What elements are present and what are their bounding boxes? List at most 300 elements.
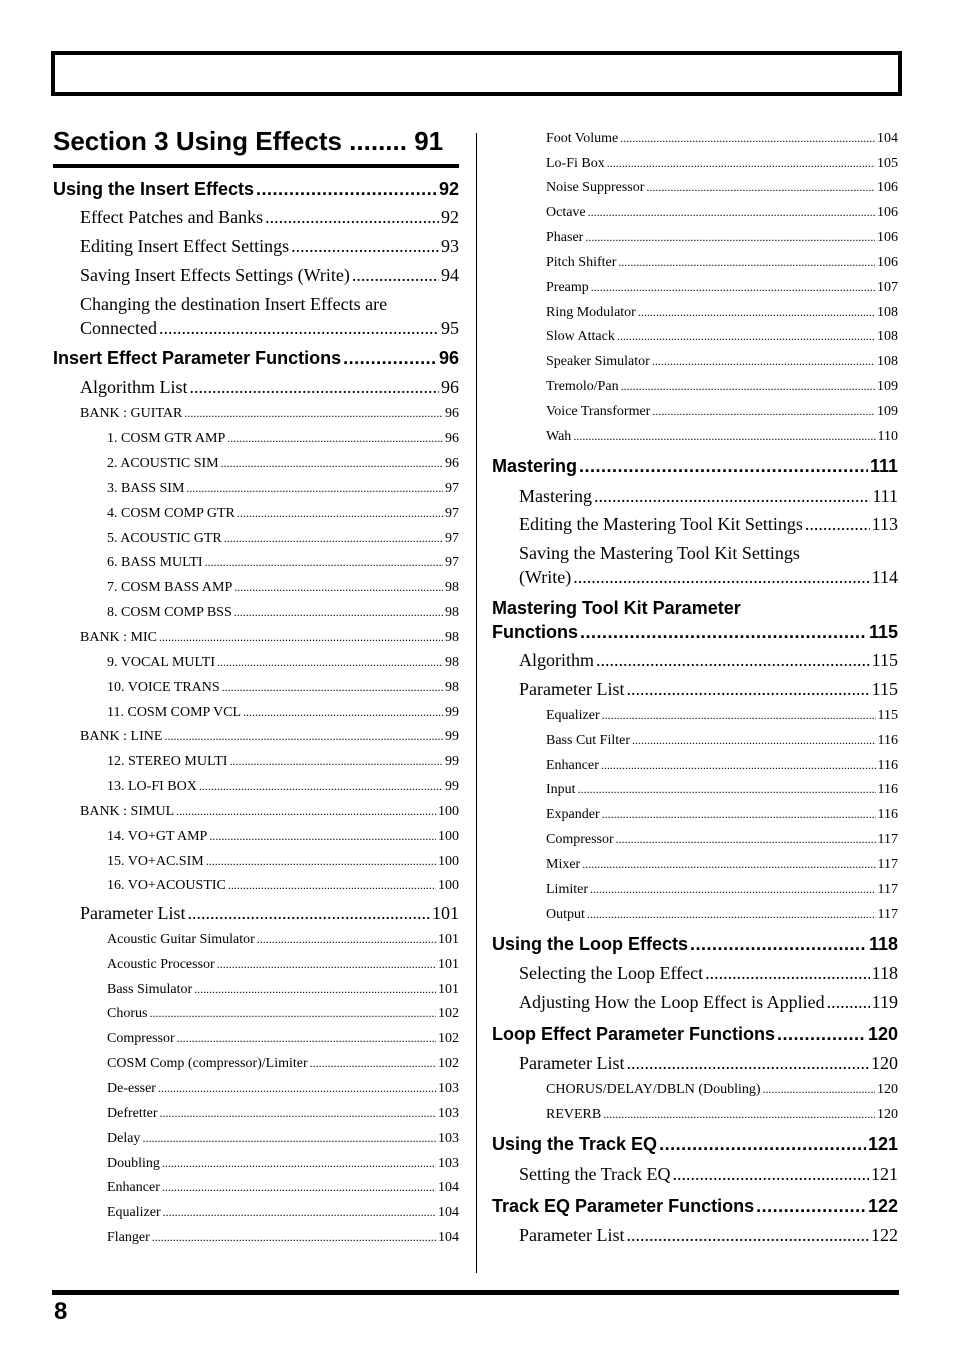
- toc-entry-page: 100: [438, 829, 459, 844]
- toc-entry[interactable]: [107, 1204, 459, 1222]
- toc-entry-title: Acoustic Guitar Simulator: [107, 932, 255, 947]
- dot-leader: [673, 1162, 870, 1186]
- toc-entry[interactable]: [107, 1130, 459, 1148]
- dot-leader: [160, 1104, 436, 1123]
- toc-entry-page: 101: [438, 932, 459, 947]
- toc-entry[interactable]: [546, 229, 898, 247]
- toc-entry[interactable]: [546, 403, 898, 421]
- toc-entry-page: 96: [445, 456, 459, 471]
- toc-entry-title: Changing the destination Insert Effects are: [80, 294, 388, 314]
- toc-entry-title-cont: (Write): [519, 567, 572, 587]
- toc-entry[interactable]: [80, 205, 459, 229]
- dot-leader: [217, 955, 436, 974]
- toc-entry[interactable]: [519, 1223, 898, 1247]
- toc-entry-title: COSM Comp (compressor)/Limiter: [107, 1056, 308, 1071]
- toc-entry-page: 117: [877, 907, 898, 922]
- dot-leader: [652, 352, 875, 371]
- toc-entry-title: Track EQ Parameter Functions: [492, 1196, 755, 1216]
- toc-entry-page: 120: [877, 1107, 898, 1122]
- dot-leader: [194, 980, 436, 999]
- toc-entry-title: Tremolo/Pan: [546, 379, 619, 394]
- toc-entry[interactable]: [519, 1051, 898, 1075]
- toc-entry-title: REVERB: [546, 1107, 602, 1122]
- toc-entry-title: Mastering: [492, 456, 578, 476]
- dot-leader: [602, 805, 876, 824]
- toc-entry-title: Enhancer: [546, 758, 599, 773]
- toc-entry-title: Defretter: [107, 1106, 158, 1121]
- dot-leader: [343, 346, 437, 370]
- toc-entry-page: 102: [438, 1006, 459, 1021]
- toc-entry-page: 113: [871, 514, 898, 534]
- toc-entry-title: Saving Insert Effects Settings (Write): [80, 265, 350, 285]
- toc-entry-page: 103: [438, 1106, 459, 1121]
- toc-entry[interactable]: [53, 346, 459, 370]
- dot-leader: [626, 1223, 869, 1247]
- toc-entry-page: 97: [445, 506, 459, 521]
- dot-leader: [237, 504, 443, 523]
- toc-entry-title: Lo-Fi Box: [546, 156, 605, 171]
- toc-entry-page: 96: [441, 377, 459, 397]
- toc-entry-page: 100: [438, 804, 459, 819]
- toc-entry[interactable]: [546, 179, 898, 197]
- toc-entry[interactable]: [546, 906, 898, 924]
- dot-leader: [573, 427, 875, 446]
- toc-entry-page: 99: [445, 705, 459, 720]
- toc-entry-page: 122: [867, 1196, 898, 1216]
- toc-entry-title: Speaker Simulator: [546, 354, 650, 369]
- toc-entry[interactable]: [80, 728, 459, 746]
- toc-entry-title: Bass Simulator: [107, 982, 193, 997]
- dot-leader: [227, 429, 443, 448]
- toc-entry-page: 97: [445, 481, 459, 496]
- toc-entry-page: 117: [877, 832, 898, 847]
- toc-entry-page: 119: [871, 992, 898, 1012]
- toc-entry[interactable]: [80, 405, 459, 423]
- toc-entry-title: 8. COSM COMP BSS: [107, 605, 232, 620]
- toc-entry-title: BANK : LINE: [80, 729, 163, 744]
- toc-entry[interactable]: [107, 1055, 459, 1073]
- toc-entry-page: 122: [871, 1225, 898, 1245]
- toc-entry-page: 114: [871, 567, 898, 587]
- toc-entry[interactable]: [546, 130, 898, 148]
- toc-entry-title: Expander: [546, 807, 600, 822]
- dot-leader: [573, 565, 869, 589]
- toc-entry-page: 111: [869, 456, 898, 476]
- toc-entry-page: 100: [438, 854, 459, 869]
- toc-entry[interactable]: [519, 961, 898, 985]
- toc-entry-title: 4. COSM COMP GTR: [107, 506, 235, 521]
- dot-leader: [186, 479, 443, 498]
- toc-entry-title: Editing Insert Effect Settings: [80, 236, 290, 256]
- footer-rule: [52, 1290, 899, 1295]
- toc-entry[interactable]: [107, 828, 459, 846]
- dot-leader: [159, 628, 443, 647]
- column-divider: [476, 133, 477, 1273]
- toc-entry-title: Input: [546, 782, 576, 797]
- toc-entry-page: 104: [438, 1180, 459, 1195]
- toc-entry[interactable]: [546, 204, 898, 222]
- dot-leader: [588, 203, 875, 222]
- toc-entry-title: 9. VOCAL MULTI: [107, 655, 215, 670]
- dot-leader: [763, 1080, 875, 1099]
- toc-entry-title: BANK : GUITAR: [80, 406, 183, 421]
- toc-entry-page: 94: [441, 265, 459, 285]
- toc-entry[interactable]: [519, 648, 898, 672]
- toc-entry-title: Editing the Mastering Tool Kit Settings: [519, 514, 803, 534]
- toc-entry-page: 92: [441, 207, 459, 227]
- toc-entry-title: Parameter List: [80, 903, 186, 923]
- dot-leader: [646, 178, 875, 197]
- toc-entry-page: 106: [877, 255, 898, 270]
- toc-entry[interactable]: [546, 781, 898, 799]
- toc-entry[interactable]: [107, 604, 459, 622]
- toc-entry[interactable]: [107, 554, 459, 572]
- header-frame: [51, 51, 902, 96]
- toc-entry[interactable]: [492, 932, 898, 956]
- toc-entry-page: 115: [868, 622, 898, 642]
- dot-leader: [217, 653, 443, 672]
- toc-entry[interactable]: [80, 263, 459, 287]
- toc-entry-title: 7. COSM BASS AMP: [107, 580, 233, 595]
- toc-entry-title: Using the Track EQ: [492, 1134, 658, 1154]
- toc-entry-page: 101: [438, 982, 459, 997]
- toc-entry-title: 16. VO+ACOUSTIC: [107, 878, 226, 893]
- toc-entry[interactable]: [107, 679, 459, 697]
- toc-entry-title: Phaser: [546, 230, 584, 245]
- toc-entry-page: 95: [441, 318, 459, 338]
- toc-entry-title: 5. ACOUSTIC GTR: [107, 531, 222, 546]
- toc-entry[interactable]: [546, 831, 898, 849]
- toc-entry-title: Chorus: [107, 1006, 148, 1021]
- dot-leader: [159, 316, 439, 340]
- dot-leader: [177, 1029, 436, 1048]
- toc-entry-page: 98: [445, 680, 459, 695]
- toc-entry-page: 116: [877, 758, 898, 773]
- toc-entry[interactable]: [80, 234, 459, 258]
- dot-leader: [756, 1194, 866, 1218]
- toc-entry-title: Flanger: [107, 1230, 150, 1245]
- toc-entry[interactable]: [107, 753, 459, 771]
- dot-leader: [291, 234, 439, 258]
- dot-leader: [632, 731, 876, 750]
- toc-entry-title: CHORUS/DELAY/DBLN (Doubling): [546, 1082, 761, 1097]
- toc-entry-page: 97: [445, 531, 459, 546]
- dot-leader: [602, 706, 876, 725]
- toc-entry-title: Ring Modulator: [546, 305, 636, 320]
- toc-entry-page: 115: [871, 650, 898, 670]
- toc-entry-title: Equalizer: [107, 1205, 161, 1220]
- toc-entry-title: Selecting the Loop Effect: [519, 963, 704, 983]
- toc-entry[interactable]: [107, 956, 459, 974]
- dot-leader: [626, 677, 869, 701]
- toc-entry[interactable]: [546, 304, 898, 322]
- toc-entry[interactable]: [492, 1022, 898, 1046]
- dot-leader: [190, 375, 440, 399]
- dot-leader: [205, 553, 443, 572]
- dot-leader: [162, 1154, 436, 1173]
- toc-entry-title: Compressor: [107, 1031, 175, 1046]
- toc-entry-page: 97: [445, 555, 459, 570]
- toc-entry-title: 3. BASS SIM: [107, 481, 185, 496]
- toc-entry-page: 103: [438, 1081, 459, 1096]
- toc-entry[interactable]: [107, 1229, 459, 1247]
- dot-leader: [162, 1178, 436, 1197]
- toc-entry-title: Parameter List: [519, 1225, 625, 1245]
- toc-entry[interactable]: [80, 803, 459, 821]
- toc-entry-page: 120: [871, 1053, 898, 1073]
- toc-entry-page: 106: [877, 180, 898, 195]
- toc-entry[interactable]: [107, 778, 459, 796]
- toc-entry-page: 98: [445, 630, 459, 645]
- dot-leader: [590, 880, 876, 899]
- toc-entry-title: Parameter List: [519, 679, 625, 699]
- toc-entry-page: 98: [445, 605, 459, 620]
- toc-entry-page: 103: [438, 1156, 459, 1171]
- dot-leader: [580, 620, 867, 644]
- toc-entry[interactable]: [107, 1155, 459, 1173]
- toc-entry[interactable]: [80, 375, 459, 399]
- toc-entry-page: 116: [877, 807, 898, 822]
- dot-leader: [621, 377, 875, 396]
- toc-entry-title: 2. ACOUSTIC SIM: [107, 456, 219, 471]
- toc-entry[interactable]: [546, 806, 898, 824]
- toc-entry-title: Output: [546, 907, 585, 922]
- toc-entry-page: 115: [877, 708, 898, 723]
- dot-leader: [209, 827, 436, 846]
- toc-entry-page: 107: [877, 280, 898, 295]
- toc-entry-page: 93: [441, 236, 459, 256]
- toc-entry-title: Bass Cut Filter: [546, 733, 631, 748]
- toc-entry[interactable]: [107, 480, 459, 498]
- toc-entry[interactable]: [519, 990, 898, 1014]
- toc-entry-page: 101: [438, 957, 459, 972]
- toc-entry[interactable]: [546, 707, 898, 725]
- dot-leader: [206, 852, 436, 871]
- toc-entry[interactable]: [107, 877, 459, 895]
- toc-entry-title: Doubling: [107, 1156, 160, 1171]
- toc-entry-title: Noise Suppressor: [546, 180, 645, 195]
- toc-entry[interactable]: [107, 1030, 459, 1048]
- toc-entry[interactable]: [492, 454, 898, 478]
- toc-entry[interactable]: [107, 704, 459, 722]
- toc-entry[interactable]: [107, 530, 459, 548]
- toc-entry[interactable]: [53, 177, 459, 201]
- dot-leader: [617, 327, 875, 346]
- toc-entry-page: 92: [438, 179, 459, 199]
- dot-leader: [591, 278, 875, 297]
- toc-entry-title: Equalizer: [546, 708, 600, 723]
- toc-entry[interactable]: [492, 1194, 898, 1218]
- toc-entry[interactable]: [519, 484, 898, 508]
- toc-entry-title: 6. BASS MULTI: [107, 555, 203, 570]
- toc-entry[interactable]: [80, 629, 459, 647]
- dot-leader: [659, 1132, 866, 1156]
- toc-entry-page: 111: [872, 486, 898, 506]
- dot-leader: [594, 484, 870, 508]
- dot-leader: [620, 129, 875, 148]
- toc-entry-title: Enhancer: [107, 1180, 160, 1195]
- toc-entry-page: 116: [877, 782, 898, 797]
- toc-entry-page: 115: [871, 679, 898, 699]
- toc-entry-title: Algorithm List: [80, 377, 188, 397]
- toc-entry-title: Mastering: [519, 486, 592, 506]
- dot-leader: [184, 404, 443, 423]
- toc-entry-page: 100: [438, 878, 459, 893]
- dot-leader: [164, 727, 443, 746]
- toc-entry-title: Acoustic Processor: [107, 957, 215, 972]
- toc-entry-page: 117: [877, 882, 898, 897]
- toc-entry-page: 109: [877, 404, 898, 419]
- dot-leader: [805, 512, 870, 536]
- toc-entry-title: Compressor: [546, 832, 614, 847]
- dot-leader: [616, 830, 876, 849]
- dot-leader: [229, 752, 443, 771]
- dot-leader: [152, 1228, 436, 1247]
- toc-entry-title: 1. COSM GTR AMP: [107, 431, 226, 446]
- toc-entry[interactable]: [107, 1179, 459, 1197]
- dot-leader: [222, 678, 443, 697]
- toc-entry-title: Octave: [546, 205, 586, 220]
- dot-leader: [149, 1004, 436, 1023]
- toc-entry[interactable]: [107, 1005, 459, 1023]
- dot-leader: [221, 454, 443, 473]
- toc-entry[interactable]: [546, 428, 898, 446]
- page-number: 8: [54, 1298, 68, 1325]
- toc-entry-page: 96: [445, 431, 459, 446]
- toc-entry-page: 98: [445, 580, 459, 595]
- toc-entry[interactable]: [519, 677, 898, 701]
- toc-entry-page: 110: [877, 429, 898, 444]
- toc-entry-title: 14. VO+GT AMP: [107, 829, 208, 844]
- toc-entry-page: 106: [877, 230, 898, 245]
- toc-entry-title: Slow Attack: [546, 329, 615, 344]
- toc-entry[interactable]: [546, 254, 898, 272]
- toc-entry[interactable]: [107, 455, 459, 473]
- dot-leader: [652, 402, 875, 421]
- toc-entry-page: 108: [877, 354, 898, 369]
- dot-leader: [690, 932, 867, 956]
- toc-entry-title: Preamp: [546, 280, 589, 295]
- toc-entry-title: 15. VO+AC.SIM: [107, 854, 204, 869]
- toc-entry-page: 104: [438, 1205, 459, 1220]
- toc-entry[interactable]: [519, 541, 898, 589]
- toc-entry[interactable]: [107, 579, 459, 597]
- toc-entry-page: 96: [445, 406, 459, 421]
- toc-entry-title: 13. LO-FI BOX: [107, 779, 197, 794]
- toc-entry[interactable]: [519, 1162, 898, 1186]
- toc-entry[interactable]: [546, 881, 898, 899]
- toc-entry[interactable]: [107, 981, 459, 999]
- toc-entry-page: 121: [871, 1164, 898, 1184]
- toc-entry-title: BANK : MIC: [80, 630, 158, 645]
- toc-entry-page: 105: [877, 156, 898, 171]
- dot-leader: [142, 1129, 436, 1148]
- toc-entry[interactable]: [107, 1105, 459, 1123]
- dot-leader: [224, 529, 443, 548]
- toc-entry[interactable]: [546, 732, 898, 750]
- dot-leader: [199, 777, 443, 796]
- dot-leader: [234, 603, 443, 622]
- toc-entry[interactable]: [107, 1080, 459, 1098]
- dot-leader: [596, 648, 870, 672]
- toc-entry-title: Parameter List: [519, 1053, 625, 1073]
- toc-entry-page: 108: [877, 329, 898, 344]
- toc-entry[interactable]: [107, 654, 459, 672]
- toc-entry[interactable]: [546, 856, 898, 874]
- dot-leader: [607, 154, 875, 173]
- dot-leader: [158, 1079, 436, 1098]
- dot-leader: [310, 1054, 436, 1073]
- toc-entry[interactable]: [107, 505, 459, 523]
- toc-entry-title: De-esser: [107, 1081, 156, 1096]
- toc-entry-title: Foot Volume: [546, 131, 619, 146]
- toc-entry[interactable]: [546, 155, 898, 173]
- toc-entry-title: BANK : SIMUL: [80, 804, 175, 819]
- dot-leader: [582, 855, 875, 874]
- dot-leader: [234, 578, 443, 597]
- toc-entry[interactable]: [80, 292, 459, 340]
- toc-entry-title: Insert Effect Parameter Functions: [53, 348, 342, 368]
- toc-entry-title: Using the Loop Effects: [492, 934, 689, 954]
- toc-entry-title: 10. VOICE TRANS: [107, 680, 220, 695]
- toc-entry-page: 120: [877, 1082, 898, 1097]
- toc-entry-title: Wah: [546, 429, 572, 444]
- toc-entry[interactable]: [546, 328, 898, 346]
- toc-entry[interactable]: [107, 853, 459, 871]
- toc-entry[interactable]: [107, 931, 459, 949]
- dot-leader: [626, 1051, 869, 1075]
- toc-entry-page: 116: [877, 733, 898, 748]
- dot-leader: [352, 263, 439, 287]
- toc-entry[interactable]: [107, 430, 459, 448]
- toc-entry-page: 104: [877, 131, 898, 146]
- dot-leader: [256, 177, 437, 201]
- toc-entry-page: 99: [445, 729, 459, 744]
- toc-entry-page: 99: [445, 779, 459, 794]
- toc-entry[interactable]: [519, 512, 898, 536]
- toc-entry-page: 101: [432, 903, 459, 923]
- toc-entry-page: 108: [877, 305, 898, 320]
- toc-entry-title: Adjusting How the Loop Effect is Applied: [519, 992, 825, 1012]
- toc-entry[interactable]: [546, 378, 898, 396]
- toc-entry[interactable]: [492, 596, 898, 644]
- toc-entry[interactable]: [80, 901, 459, 925]
- toc-entry-title: Mastering Tool Kit Parameter: [492, 598, 741, 618]
- toc-entry-title: Loop Effect Parameter Functions: [492, 1024, 776, 1044]
- toc-entry-page: 106: [877, 205, 898, 220]
- toc-entry-title: Pitch Shifter: [546, 255, 617, 270]
- toc-entry[interactable]: [546, 1081, 898, 1099]
- toc-entry[interactable]: [546, 353, 898, 371]
- toc-entry-title: Saving the Mastering Tool Kit Settings: [519, 543, 800, 563]
- toc-entry-title: 11. COSM COMP VCL: [107, 705, 242, 720]
- toc-entry[interactable]: [546, 1106, 898, 1124]
- toc-entry[interactable]: [546, 757, 898, 775]
- dot-leader: [228, 876, 436, 895]
- toc-entry-title: Using the Insert Effects: [53, 179, 255, 199]
- dot-leader: [587, 905, 876, 924]
- toc-entry-title: Setting the Track EQ: [519, 1164, 671, 1184]
- dot-leader: [257, 930, 436, 949]
- toc-entry[interactable]: [492, 1132, 898, 1156]
- toc-entry[interactable]: [546, 279, 898, 297]
- dot-leader: [827, 990, 870, 1014]
- toc-entry-page: 104: [438, 1230, 459, 1245]
- dot-leader: [777, 1022, 866, 1046]
- dot-leader: [243, 703, 443, 722]
- toc-entry-page: 109: [877, 379, 898, 394]
- dot-leader: [163, 1203, 436, 1222]
